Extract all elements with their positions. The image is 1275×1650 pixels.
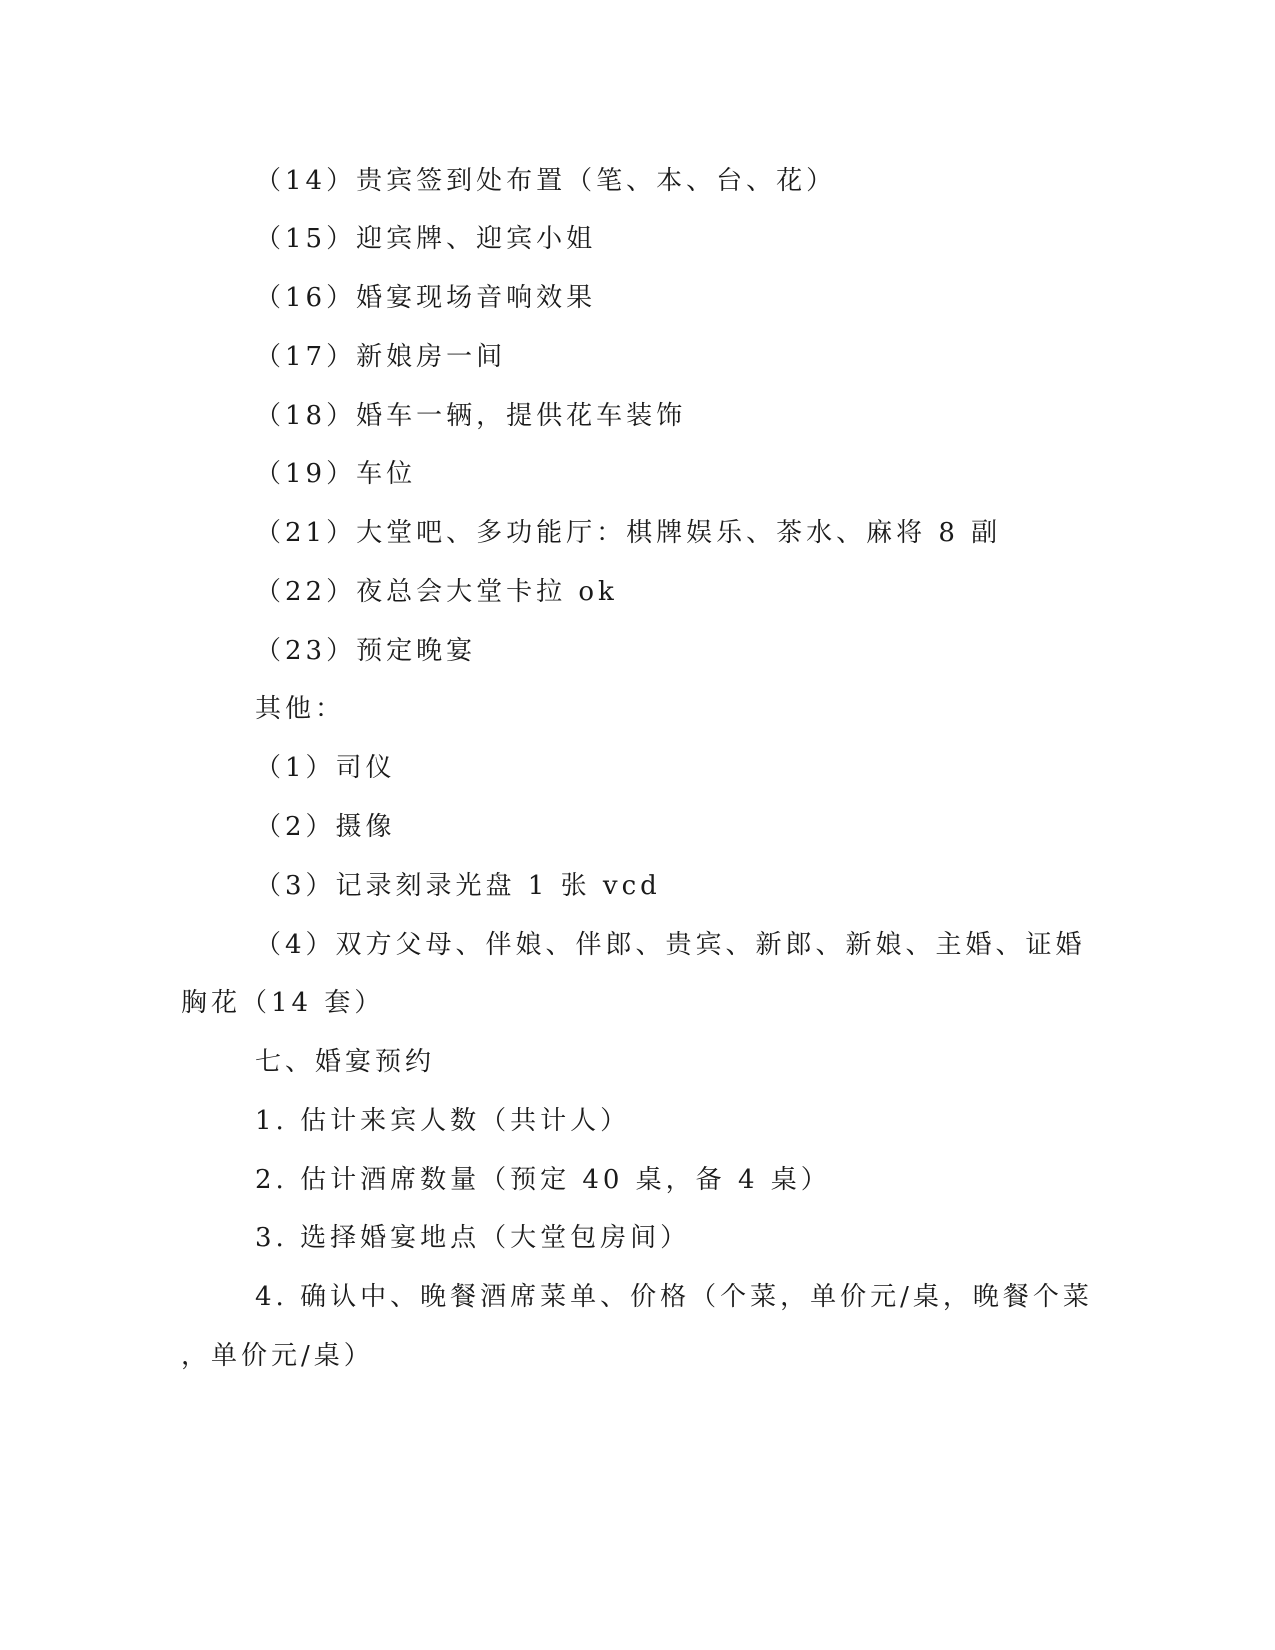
item-18-wedding-car: （18）婚车一辆，提供花车装饰 — [255, 401, 687, 431]
other-item-4-corsages: （4）双方父母、伴娘、伴郎、贵宾、新郎、新娘、主婚、证婚 — [255, 930, 1086, 960]
booking-item-1-guests: 1. 估计来宾人数（共计人） — [255, 1106, 631, 1136]
item-22-karaoke: （22）夜总会大堂卡拉 ok — [255, 577, 618, 607]
item-17-bridal-room: （17）新娘房一间 — [255, 342, 507, 372]
item-23-dinner: （23）预定晚宴 — [255, 636, 477, 666]
section-other-heading: 其他： — [255, 694, 346, 724]
booking-item-2-tables: 2. 估计酒席数量（预定 40 桌，备 4 桌） — [255, 1165, 831, 1195]
booking-item-3-venue: 3. 选择婚宴地点（大堂包房间） — [255, 1223, 691, 1253]
item-19-parking: （19）车位 — [255, 459, 417, 489]
other-item-2-video: （2）摄像 — [255, 812, 396, 842]
section-seven-heading: 七、婚宴预约 — [255, 1047, 436, 1077]
item-16-sound-effects: （16）婚宴现场音响效果 — [255, 283, 597, 313]
other-item-1-host: （1）司仪 — [255, 753, 396, 783]
booking-item-4-menu-cont: ，单价元/桌） — [181, 1341, 374, 1371]
other-item-3-vcd: （3）记录刻录光盘 1 张 vcd — [255, 871, 661, 901]
item-15-welcome-sign: （15）迎宾牌、迎宾小姐 — [255, 224, 597, 254]
other-item-4-corsages-cont: 胸花（14 套） — [181, 988, 385, 1018]
item-21-lobby-bar: （21）大堂吧、多功能厅：棋牌娱乐、茶水、麻将 8 副 — [255, 518, 1002, 548]
item-14-signin-desk: （14）贵宾签到处布置（笔、本、台、花） — [255, 166, 837, 196]
booking-item-4-menu: 4. 确认中、晚餐酒席菜单、价格（个菜，单价元/桌，晚餐个菜 — [255, 1282, 1093, 1312]
